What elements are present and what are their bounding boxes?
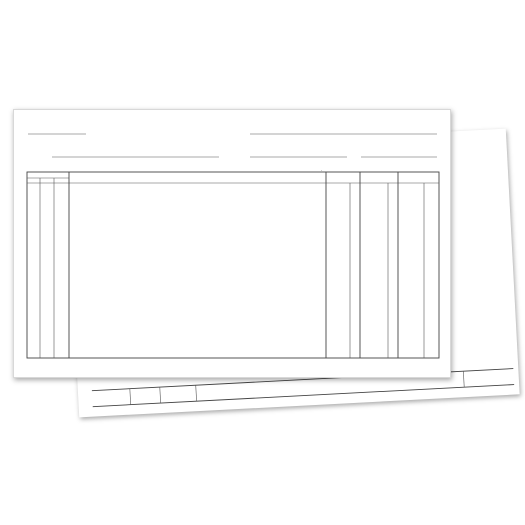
back-footer-divider	[196, 385, 197, 401]
visits-table	[27, 172, 439, 358]
front-card-form	[14, 110, 452, 379]
back-footer-divider	[463, 371, 464, 387]
dob-period: .	[321, 168, 323, 173]
front-card	[13, 109, 451, 378]
back-footer-bottom-rule	[93, 385, 514, 407]
table-border	[27, 172, 439, 358]
back-footer-divider	[130, 389, 131, 405]
back-footer-divider	[160, 387, 161, 403]
